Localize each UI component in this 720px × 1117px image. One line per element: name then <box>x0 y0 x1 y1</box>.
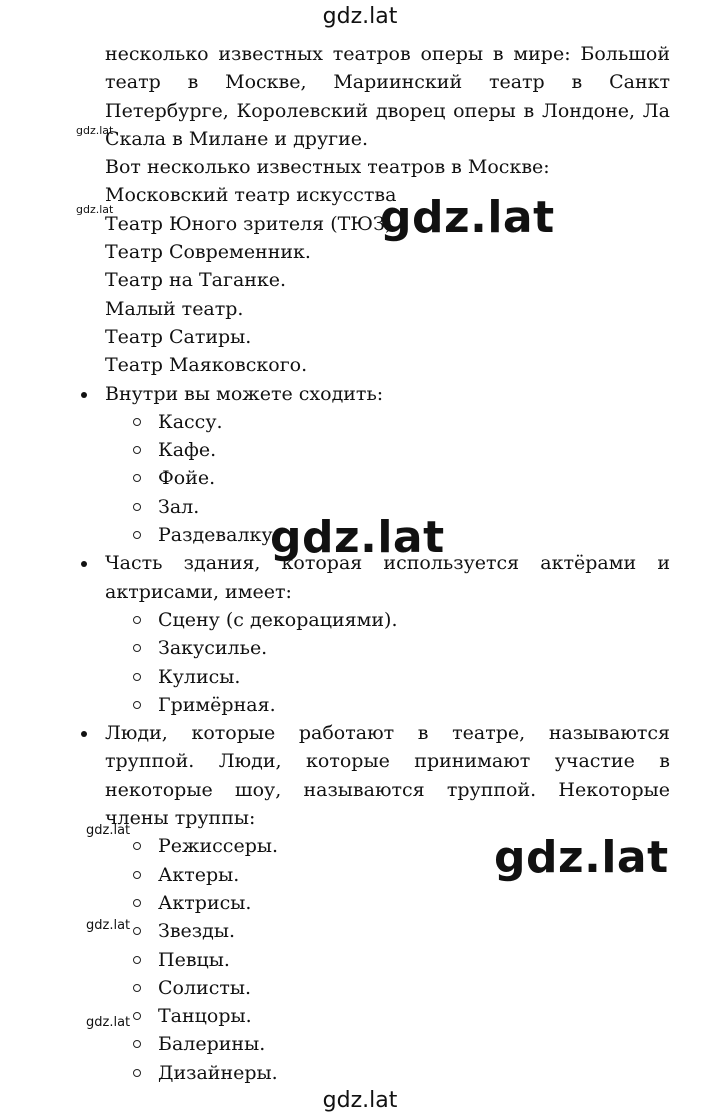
bullet-item-troupe <box>105 719 670 1087</box>
sub-list <box>105 606 670 719</box>
sub-item: Дизайнеры. <box>158 1059 670 1087</box>
watermark-large: gdz.lat <box>494 832 669 883</box>
bullet-list <box>105 380 670 1087</box>
watermark-small: gdz.lat <box>86 823 131 838</box>
header-watermark: gdz.lat <box>322 4 398 29</box>
sub-item: Кафе. <box>158 436 670 464</box>
bullet-text: Люди, которые работают в театре, называются труппой. Люди, которые принимают участие в некоторые шоу, называются труппой. Некоторые члены труппы: <box>105 722 670 830</box>
moscow-theatre: Московский театр искусства <box>105 184 397 207</box>
bullet-item-backstage <box>105 549 670 719</box>
watermark-small: gdz.lat <box>76 203 114 216</box>
sub-item: Солисты. <box>158 974 670 1002</box>
sub-item: Фойе. <box>158 464 670 492</box>
bullet-text: Часть здания, которая используется актёрами и актрисами, имеет: <box>105 552 670 603</box>
sub-item: Певцы. <box>158 946 670 974</box>
sub-item: Кассу. <box>158 408 670 436</box>
moscow-intro: Вот несколько известных театров в Москве: <box>105 156 550 179</box>
bullet-text: Внутри вы можете сходить: <box>105 382 384 405</box>
watermark-large: gdz.lat <box>270 512 445 563</box>
intro-paragraph: несколько известных театров оперы в мире: Большой театр в Москве, Мариинский театр в Санкт Петербурге, Королевский дворец оперы в Лондоне, Ла Скала в Милане и другие. <box>105 43 670 150</box>
watermark-large: gdz.lat <box>380 192 555 243</box>
moscow-theatre: Театр Юного зрителя (ТЮЗ). <box>105 212 399 235</box>
sub-item: Закусилье. <box>158 634 670 662</box>
sub-item: Гримёрная. <box>158 691 670 719</box>
sub-item: Зал. <box>158 493 670 521</box>
moscow-theatre: Театр Сатиры. <box>105 325 252 348</box>
sub-item: Кулисы. <box>158 663 670 691</box>
watermark-small: gdz.lat <box>86 1015 131 1030</box>
sub-item: Раздевалку. <box>158 521 670 549</box>
watermark-small: gdz.lat <box>86 918 131 933</box>
moscow-theatre: Театр Маяковского. <box>105 354 308 377</box>
sub-item: Актрисы. <box>158 889 670 917</box>
footer-watermark: gdz.lat <box>322 1088 398 1113</box>
sub-item: Танцоры. <box>158 1002 670 1030</box>
sub-item: Режиссеры. <box>158 832 670 860</box>
moscow-theatre: Театр Современник. <box>105 241 311 264</box>
sub-item: Актеры. <box>158 861 670 889</box>
sub-item: Балерины. <box>158 1030 670 1058</box>
sub-item: Сцену (с декорациями). <box>158 606 670 634</box>
moscow-theatre: Малый театр. <box>105 297 244 320</box>
moscow-theatre: Театр на Таганке. <box>105 269 287 292</box>
sub-item: Звезды. <box>158 917 670 945</box>
watermark-small: gdz.lat <box>76 124 114 137</box>
